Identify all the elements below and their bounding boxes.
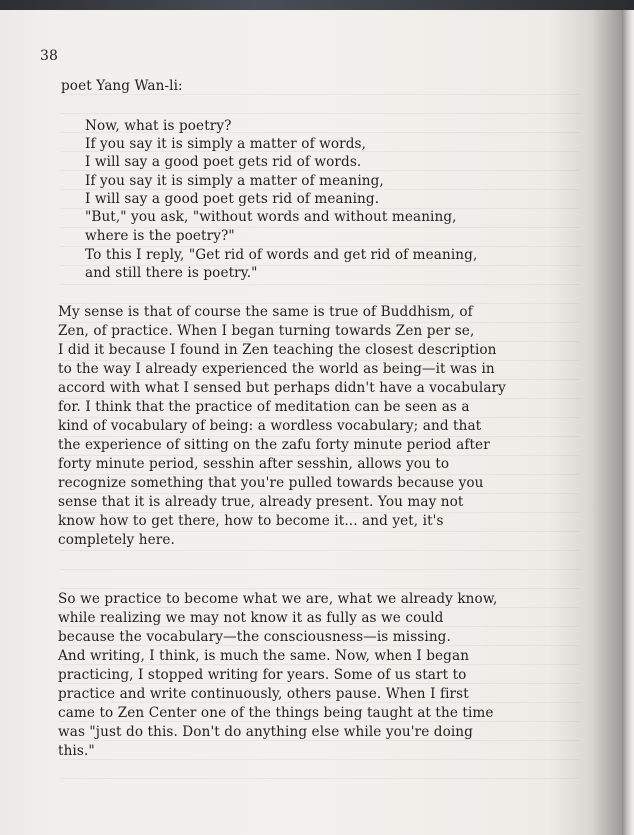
poem-line: where is the poetry?" bbox=[85, 228, 235, 244]
poem-line: Now, what is poetry? bbox=[85, 118, 232, 134]
paragraph-line: while realizing we may not know it as fully as we could bbox=[58, 610, 444, 626]
paragraph-line: So we practice to become what we are, what we already know, bbox=[58, 591, 498, 607]
paragraph-line: came to Zen Center one of the things being taught at the time bbox=[58, 705, 494, 721]
poem-line: If you say it is simply a matter of words, bbox=[85, 136, 367, 152]
paragraph-line: practice and write continuously, others pause. When I first bbox=[58, 686, 469, 702]
poem-line: "But," you ask, "without words and without meaning, bbox=[85, 209, 457, 225]
paragraph-line: I did it because I found in Zen teaching the closest description bbox=[58, 342, 497, 358]
paragraph-line: was "just do this. Don't do anything else while you're doing bbox=[58, 724, 473, 740]
paragraph-line: to the way I already experienced the world as being—it was in bbox=[58, 361, 495, 377]
poem-line: I will say a good poet gets rid of words. bbox=[85, 154, 362, 170]
intro-line: poet Yang Wan-li: bbox=[61, 78, 183, 94]
paragraph-line: this." bbox=[58, 743, 95, 759]
paragraph-line: for. I think that the practice of meditation can be seen as a bbox=[58, 399, 470, 415]
paragraph-line: completely here. bbox=[58, 532, 175, 548]
paragraph-line: the experience of sitting on the zafu forty minute period after bbox=[58, 437, 490, 453]
poem-line: and still there is poetry." bbox=[85, 265, 258, 281]
paragraph-line: recognize something that you're pulled towards because you bbox=[58, 475, 484, 491]
poem-line: To this I reply, "Get rid of words and get rid of meaning, bbox=[85, 247, 478, 263]
paragraph-line: know how to get there, how to become it... and yet, it's bbox=[58, 513, 444, 529]
poem-line: If you say it is simply a matter of meaning, bbox=[85, 173, 384, 189]
paragraph-line: sense that it is already true, already present. You may not bbox=[58, 494, 464, 510]
paragraph-line: accord with what I sensed but perhaps didn't have a vocabulary bbox=[58, 380, 506, 396]
page-number: 38 bbox=[40, 48, 59, 64]
paragraph-line: forty minute period, sesshin after sesshin, allows you to bbox=[58, 456, 450, 472]
paragraph-line: practicing, I stopped writing for years. Some of us start to bbox=[58, 667, 467, 683]
paragraph-line: My sense is that of course the same is true of Buddhism, of bbox=[58, 304, 473, 320]
page-spine-shadow bbox=[622, 10, 634, 835]
paragraph-line: Zen, of practice. When I began turning towards Zen per se, bbox=[58, 323, 475, 339]
poem-line: I will say a good poet gets rid of meaning. bbox=[85, 191, 380, 207]
paragraph-line: because the vocabulary—the consciousness—is missing. bbox=[58, 629, 451, 645]
paragraph-line: And writing, I think, is much the same. Now, when I began bbox=[58, 648, 470, 664]
paragraph-line: kind of vocabulary of being: a wordless vocabulary; and that bbox=[58, 418, 482, 434]
